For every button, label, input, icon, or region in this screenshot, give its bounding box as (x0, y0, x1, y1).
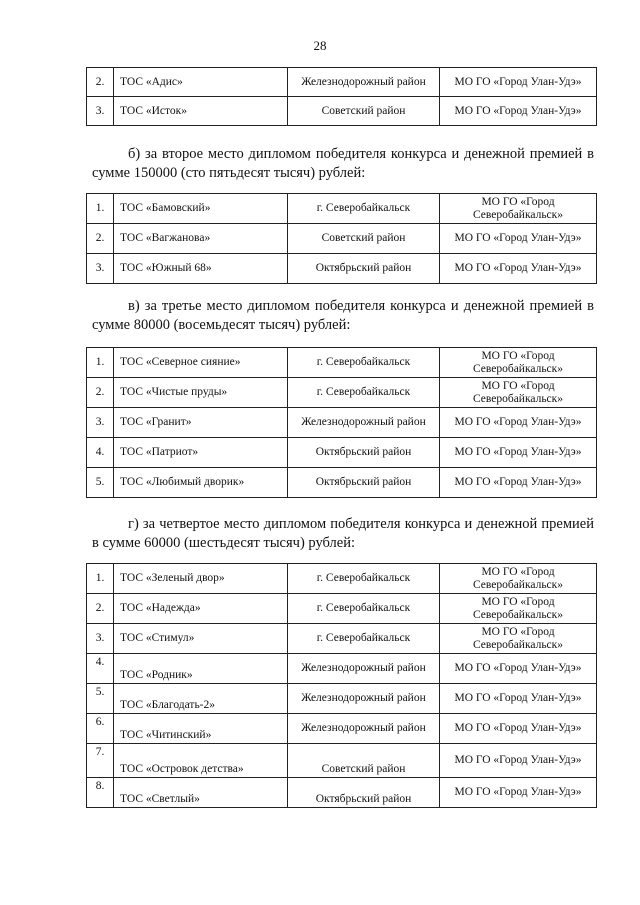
tos-name: ТОС «Любимый дворик» (114, 468, 288, 498)
award-table-a (86, 67, 597, 126)
table-row (87, 194, 597, 224)
municipality: МО ГО «Город Северобайкальск» (440, 594, 597, 624)
municipality: МО ГО «Город Улан-Удэ» (440, 468, 597, 498)
row-number: 3. (87, 408, 114, 438)
table-row (87, 684, 597, 714)
row-number: 2. (87, 594, 114, 624)
municipality: МО ГО «Город Северобайкальск» (440, 624, 597, 654)
table-row (87, 438, 597, 468)
award-table-b (86, 193, 597, 284)
tos-name: ТОС «Читинский» (114, 714, 288, 744)
row-number: 5. (87, 468, 114, 498)
district: г. Северобайкальск (288, 564, 440, 594)
district: Октябрьский район (288, 468, 440, 498)
tos-name: ТОС «Светлый» (114, 778, 288, 808)
district: Железнодорожный район (288, 408, 440, 438)
section-intro-fourth-place: г) за четвертое место дипломом победителя конкурса и денежной премией в сумме 60000 (шестьдесят тысяч) рублей: (92, 516, 594, 551)
row-number: 1. (87, 564, 114, 594)
row-number: 3. (87, 624, 114, 654)
district: Железнодорожный район (288, 654, 440, 684)
municipality: МО ГО «Город Северобайкальск» (440, 194, 597, 224)
tos-name: ТОС «Чистые пруды» (114, 378, 288, 408)
district: Железнодорожный район (288, 714, 440, 744)
tos-name: ТОС «Северное сияние» (114, 348, 288, 378)
tos-name: ТОС «Адис» (114, 68, 288, 97)
table-row (87, 654, 597, 684)
table-row (87, 468, 597, 498)
row-number: 8. (87, 778, 114, 808)
row-number: 5. (87, 684, 114, 714)
tos-name: ТОС «Гранит» (114, 408, 288, 438)
district: Железнодорожный район (288, 684, 440, 714)
municipality: МО ГО «Город Северобайкальск» (440, 378, 597, 408)
section-intro-second-place: б) за второе место дипломом победителя конкурса и денежной премией в сумме 150000 (сто пятьдесят тысяч) рублей: (92, 146, 594, 181)
municipality: МО ГО «Город Северобайкальск» (440, 564, 597, 594)
row-number: 4. (87, 654, 114, 684)
municipality: МО ГО «Город Улан-Удэ» (440, 714, 597, 744)
municipality: МО ГО «Город Улан-Удэ» (440, 778, 597, 808)
district: Железнодорожный район (288, 68, 440, 97)
section-intro-third-place: в) за третье место дипломом победителя конкурса и денежной премией в сумме 80000 (восемьдесят тысяч) рублей: (92, 298, 594, 333)
district: г. Северобайкальск (288, 348, 440, 378)
row-number: 4. (87, 438, 114, 468)
table-row (87, 744, 597, 778)
table-row (87, 68, 597, 97)
tos-name: ТОС «Островок детства» (114, 744, 288, 778)
district: г. Северобайкальск (288, 194, 440, 224)
table-row (87, 594, 597, 624)
row-number: 6. (87, 714, 114, 744)
award-table-d (86, 563, 597, 808)
table-row (87, 714, 597, 744)
table-row (87, 778, 597, 808)
district: Октябрьский район (288, 254, 440, 284)
municipality: МО ГО «Город Улан-Удэ» (440, 684, 597, 714)
row-number: 1. (87, 348, 114, 378)
table-row (87, 348, 597, 378)
district: Октябрьский район (288, 438, 440, 468)
municipality: МО ГО «Город Улан-Удэ» (440, 254, 597, 284)
row-number: 3. (87, 254, 114, 284)
municipality: МО ГО «Город Улан-Удэ» (440, 438, 597, 468)
tos-name: ТОС «Исток» (114, 97, 288, 126)
municipality: МО ГО «Город Улан-Удэ» (440, 408, 597, 438)
district: г. Северобайкальск (288, 594, 440, 624)
tos-name: ТОС «Родник» (114, 654, 288, 684)
tos-name: ТОС «Патриот» (114, 438, 288, 468)
municipality: МО ГО «Город Улан-Удэ» (440, 224, 597, 254)
row-number: 2. (87, 68, 114, 97)
row-number: 2. (87, 224, 114, 254)
table-row (87, 97, 597, 126)
table-row (87, 378, 597, 408)
tos-name: ТОС «Бамовский» (114, 194, 288, 224)
tos-name: ТОС «Южный 68» (114, 254, 288, 284)
tos-name: ТОС «Вагжанова» (114, 224, 288, 254)
district: Советский район (288, 97, 440, 126)
table-row (87, 254, 597, 284)
row-number: 7. (87, 744, 114, 778)
municipality: МО ГО «Город Улан-Удэ» (440, 744, 597, 778)
tos-name: ТОС «Благодать-2» (114, 684, 288, 714)
tos-name: ТОС «Зеленый двор» (114, 564, 288, 594)
district: Советский район (288, 224, 440, 254)
tos-name: ТОС «Стимул» (114, 624, 288, 654)
table-row (87, 564, 597, 594)
table-row (87, 624, 597, 654)
row-number: 3. (87, 97, 114, 126)
district: Октябрьский район (288, 778, 440, 808)
municipality: МО ГО «Город Улан-Удэ» (440, 654, 597, 684)
row-number: 2. (87, 378, 114, 408)
district: г. Северобайкальск (288, 624, 440, 654)
page-number: 28 (313, 38, 327, 53)
district: г. Северобайкальск (288, 378, 440, 408)
municipality: МО ГО «Город Северобайкальск» (440, 348, 597, 378)
municipality: МО ГО «Город Улан-Удэ» (440, 97, 597, 126)
table-row (87, 408, 597, 438)
tos-name: ТОС «Надежда» (114, 594, 288, 624)
district: Советский район (288, 744, 440, 778)
table-row (87, 224, 597, 254)
row-number: 1. (87, 194, 114, 224)
award-table-c (86, 347, 597, 498)
municipality: МО ГО «Город Улан-Удэ» (440, 68, 597, 97)
